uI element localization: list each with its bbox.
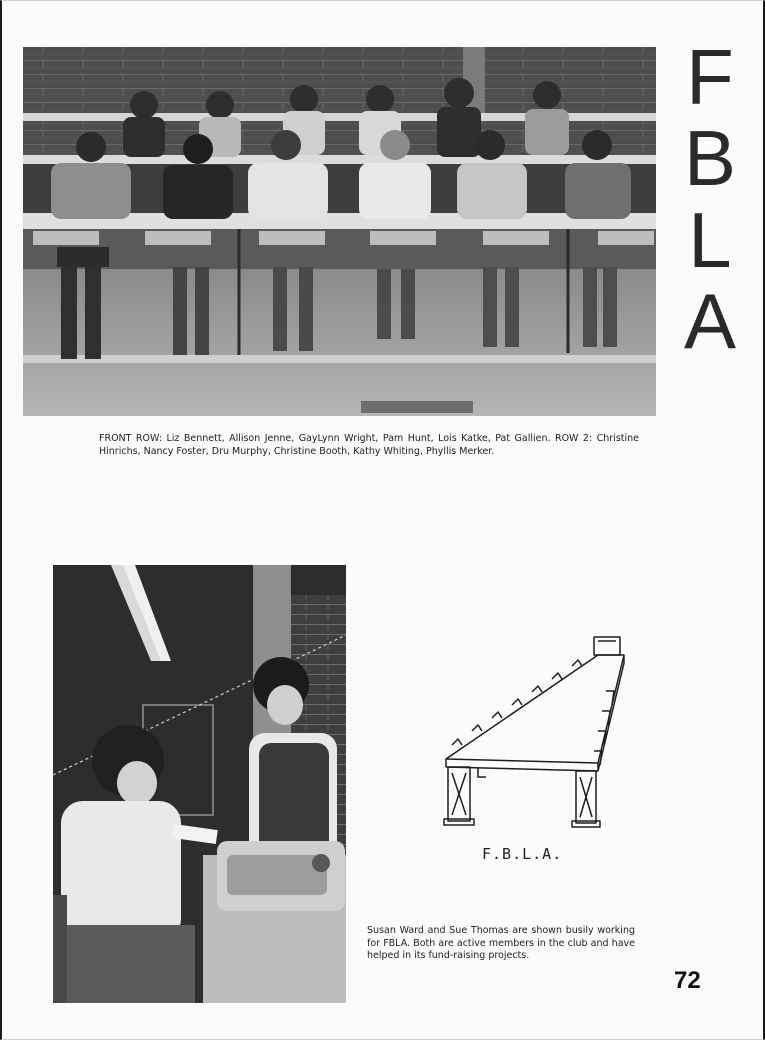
drawing-label: F.B.L.A. (482, 845, 563, 863)
table-drawing (438, 631, 634, 831)
page-number: 72 (674, 967, 701, 994)
title-letter-l: L (688, 195, 732, 284)
title-letter-b: B (683, 114, 737, 203)
group-photo-caption: FRONT ROW: Liz Bennett, Allison Jenne, GayLynn Wright, Pam Hunt, Lois Katke, Pat Gallien. ROW 2: Christine Hinrichs, Nancy Foster, Dru Murphy, Christine Booth, Kathy Whiting, Phyllis Merker. (99, 433, 639, 457)
club-title (678, 33, 742, 365)
title-letter-a: A (683, 276, 737, 365)
typing-photo (53, 565, 346, 1003)
title-letter-f: F (686, 33, 734, 121)
group-photo (23, 47, 656, 416)
typing-photo-caption: Susan Ward and Sue Thomas are shown busily working for FBLA. Both are active members in the club and have helped in its fund-raising projects. (367, 925, 635, 961)
